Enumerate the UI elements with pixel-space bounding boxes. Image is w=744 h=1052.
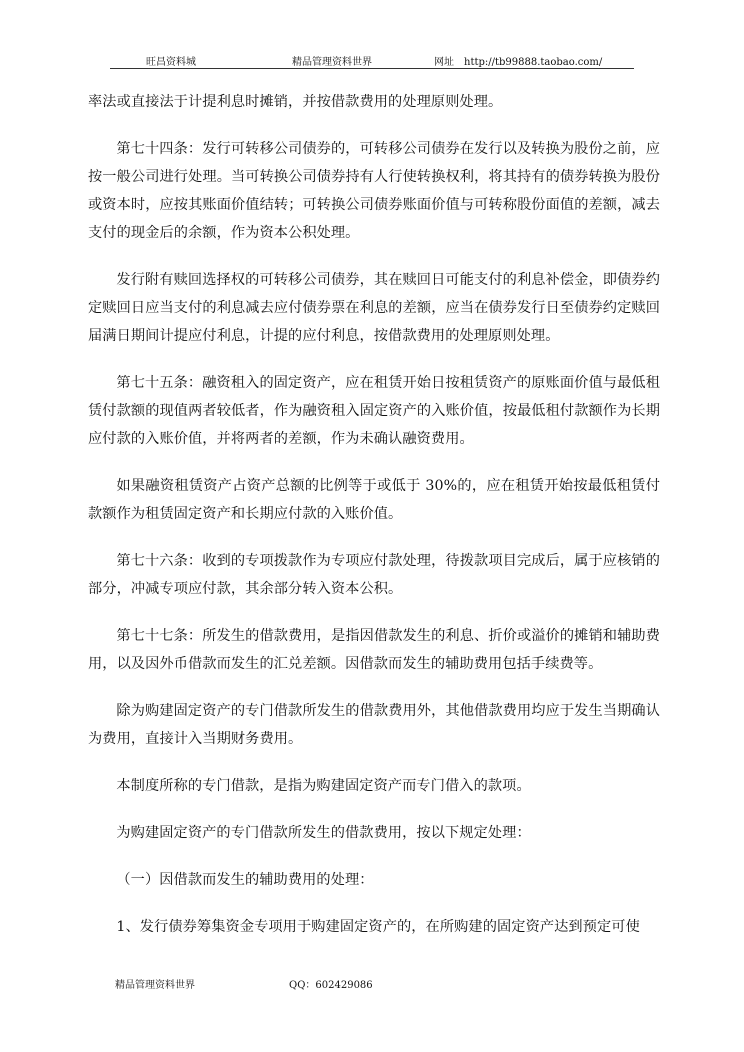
paragraph: 本制度所称的专门借款，是指为购建固定资产而专门借入的款项。 [116,778,531,794]
paragraph: 第七十五条：融资租入的固定资产，应在租赁开始日按租赁资产的原账面价值与最低租赁付款额的现值两者较低者，作为融资租入固定资产的入账价值，按最低租付款额作为长期应付款的入账价值，并将两者的差额，作为未确认融资费用。 [88,375,660,447]
header-slogan: 精品管理资料世界 [292,57,372,68]
paragraph: 为购建固定资产的专门借款所发生的借款费用，按以下规定处理： [116,825,531,841]
footer-qq: QQ：602429086 [289,980,373,991]
paragraph: 除为购建固定资产的专门借款所发生的借款费用外，其他借款费用均应于发生当期确认为费用，直接计入当期财务费用。 [88,703,660,747]
paragraph: 第七十四条：发行可转移公司债券的，可转移公司债券在发行以及转换为股份之前，应按一般公司进行处理。当可转换公司债券持有人行使转换权利，将其持有的债券转换为股份或资本时，应按其账面价值结转；可转换公司债券账面价值与可转称股份面值的差额，减去支付的现金后的余额，作为资本公积处理。 [88,141,660,241]
header-url: 网址 http://tb99888.taobao.com/ [434,57,603,68]
page-footer [115,976,615,992]
paragraph: 第七十六条：收到的专项拨款作为专项应付款处理，待拨款项目完成后，属于应核销的部分，冲减专项应付款，其余部分转入资本公积。 [88,553,660,597]
document-body [88,88,660,960]
paragraph: 第七十七条：所发生的借款费用，是指因借款发生的利息、折价或溢价的摊销和辅助费用，以及因外币借款而发生的汇兑差额。因借款而发生的辅助费用包括手续费等。 [88,628,660,672]
paragraph: 如果融资租赁资产占资产总额的比例等于或低于 30%的，应在租赁开始按最低租赁付款额作为租赁固定资产和长期应付款的入账价值。 [88,478,660,522]
paragraph: 发行附有赎回选择权的可转移公司债券，其在赎回日可能支付的利息补偿金，即债券约定赎回日应当支付的利息减去应付债券票在利息的差额，应当在债券发行日至债券约定赎回届满日期间计提应付利息，计提的应付利息，按借款费用的处理原则处理。 [88,272,660,344]
paragraph: （一）因借款而发生的辅助费用的处理： [116,872,374,888]
header-site-name: 旺昌资料城 [146,57,196,68]
footer-site-name: 精品管理资料世界 [115,980,195,991]
paragraph: 1、发行债券筹集资金专项用于购建固定资产的，在所购建的固定资产达到预定可使 [116,919,640,935]
page-header [110,52,634,69]
paragraph: 率法或直接法于计提利息时摊销，并按借款费用的处理原则处理。 [88,94,503,110]
